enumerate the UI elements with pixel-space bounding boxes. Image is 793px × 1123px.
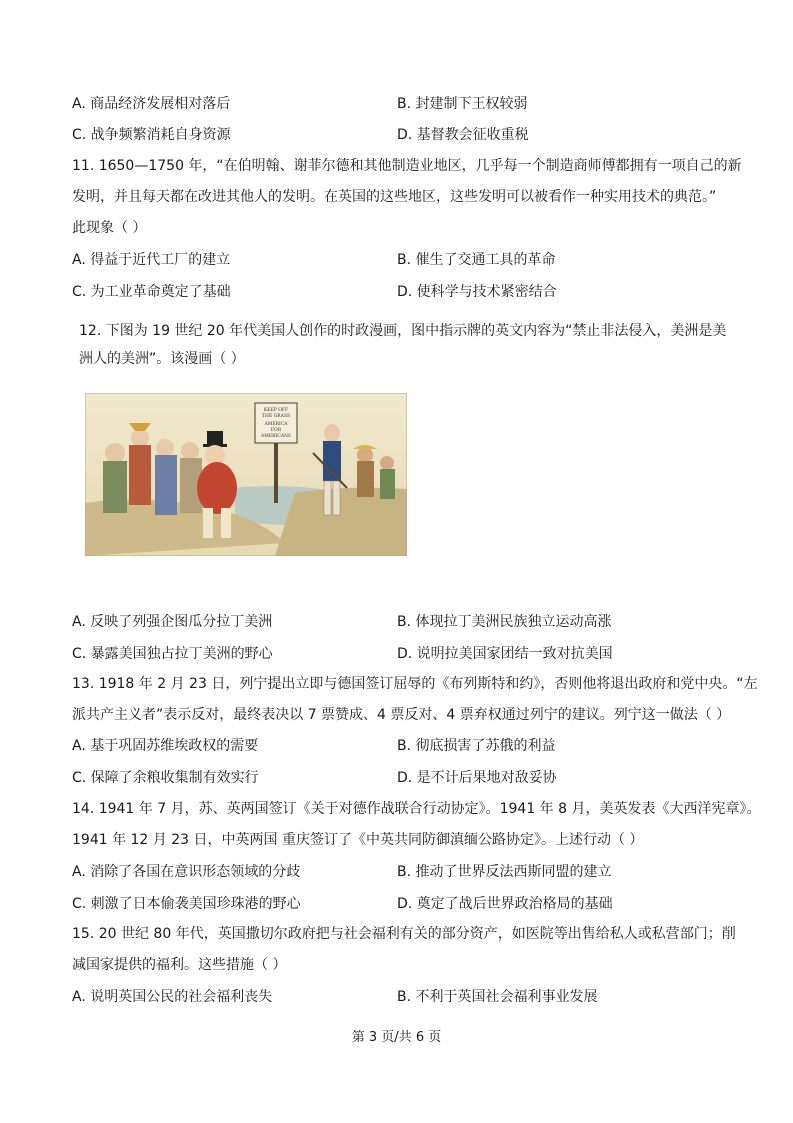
q11-option-c: C. 为工业革命奠定了基础 <box>72 284 231 300</box>
q12-stem-line-1: 12. 下图为 19 世纪 20 年代美国人创作的时政漫画，图中指示牌的英文内容为“禁止非法侵入，美洲是美 <box>79 323 727 339</box>
q10-option-b: B. 封建制下王权较弱 <box>397 96 528 112</box>
political-cartoon-image <box>85 393 407 556</box>
q12-option-b: B. 体现拉丁美洲民族独立运动高涨 <box>397 614 612 630</box>
q15-option-a: A. 说明英国公民的社会福利丧失 <box>72 989 273 1005</box>
q13-option-a: A. 基于巩固苏维埃政权的需要 <box>72 738 259 754</box>
page-footer: 第 3 页/共 6 页 <box>351 1030 442 1045</box>
q13-option-d: D. 是不计后果地对敌妥协 <box>397 770 557 786</box>
q14-option-c: C. 刺激了日本偷袭美国珍珠港的野心 <box>72 896 301 912</box>
sign-line-4: AMERICA <box>264 422 288 427</box>
q15-stem-line-1: 15. 20 世纪 80 年代，英国撒切尔政府把与社会福利有关的部分资产，如医院等出售给私人或私营部门；削 <box>72 926 736 942</box>
q11-stem-line-2: 发明，并且每天都在改进其他人的发明。在英国的这些地区，这些发明可以被看作一种实用技术的典范。” <box>72 189 717 205</box>
q15-stem-line-2: 减国家提供的福利。这些措施（ ） <box>72 957 287 973</box>
sign-line-5: FOR <box>270 428 282 433</box>
q12-option-d: D. 说明拉美国家团结一致对抗美国 <box>397 646 613 662</box>
q14-option-d: D. 奠定了战后世界政治格局的基础 <box>397 896 613 912</box>
q11-stem-line-3: 此现象（ ） <box>72 220 147 236</box>
q12-option-a: A. 反映了列强企图瓜分拉丁美洲 <box>72 614 273 630</box>
q11-stem-line-1: 11. 1650—1750 年，“在伯明翰、谢菲尔德和其他制造业地区，几乎每一个制造商师傅都拥有一项自己的新 <box>72 158 742 174</box>
q13-option-c: C. 保障了余粮收集制有效实行 <box>72 770 259 786</box>
q11-option-a: A. 得益于近代工厂的建立 <box>72 252 231 268</box>
sign-line-1: KEEP OFF <box>263 408 289 413</box>
q14-option-a: A. 消除了各国在意识形态领域的分歧 <box>72 864 301 880</box>
q10-option-c: C. 战争频繁消耗自身资源 <box>72 127 231 143</box>
q13-stem-line-1: 13. 1918 年 2 月 23 日，列宁提出立即与德国签订屈辱的《布列斯特和约》，否则他将退出政府和党中央。“左 <box>72 676 758 692</box>
q12-stem-line-2: 洲人的美洲”。该漫画（ ） <box>79 351 245 367</box>
q15-option-b: B. 不利于英国社会福利事业发展 <box>397 989 598 1005</box>
q13-stem-line-2: 派共产主义者”表示反对，最终表决以 7 票赞成、4 票反对、4 票弃权通过列宁的建议。列宁这一做法（ ） <box>72 707 731 723</box>
q14-stem-line-1: 14. 1941 年 7 月，苏、英两国签订《关于对德作战联合行动协定》。1941 年 8 月，美英发表《大西洋宪章》。 <box>72 801 761 817</box>
q11-option-d: D. 使科学与技术紧密结合 <box>397 284 557 300</box>
sign-line-6: AMERICANS <box>260 434 292 439</box>
q10-option-a: A. 商品经济发展相对落后 <box>72 96 231 112</box>
q13-option-b: B. 彻底损害了苏俄的利益 <box>397 738 556 754</box>
q10-option-d: D. 基督教会征收重税 <box>397 127 529 143</box>
q11-option-b: B. 催生了交通工具的革命 <box>397 252 556 268</box>
q14-option-b: B. 推动了世界反法西斯同盟的建立 <box>397 864 612 880</box>
q12-option-c: C. 暴露美国独占拉丁美洲的野心 <box>72 646 273 662</box>
q14-stem-line-2: 1941 年 12 月 23 日，中英两国 重庆签订了《中英共同防御滇缅公路协定》。上述行动（ ） <box>72 832 644 848</box>
sign-line-2: THE GRASS <box>262 414 290 419</box>
